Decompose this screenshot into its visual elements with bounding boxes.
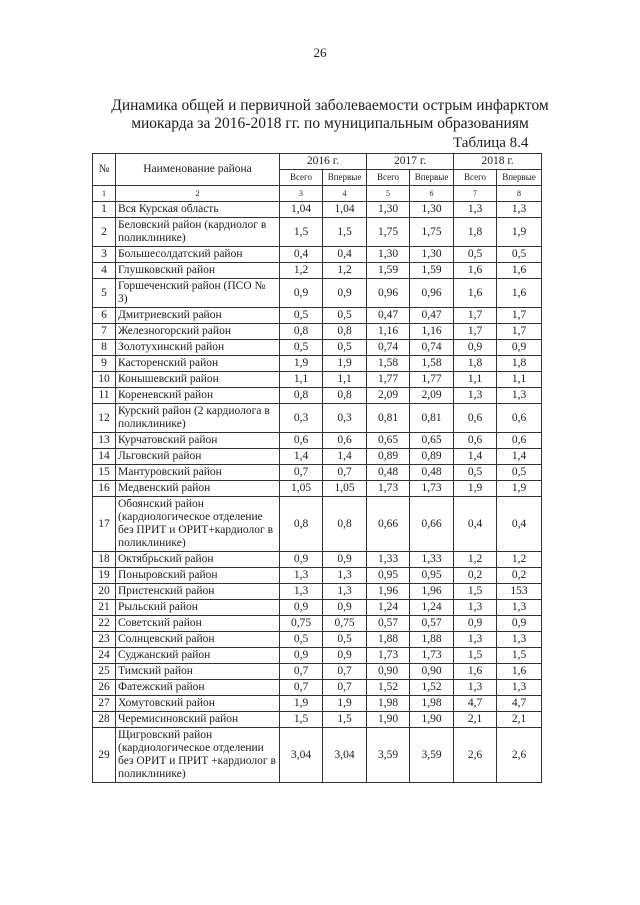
value-2016-first: 1,05: [323, 481, 367, 497]
value-2018-first: 1,8: [497, 356, 542, 372]
value-2017-total: 0,47: [367, 308, 410, 324]
table-row: [93, 648, 542, 664]
table-row: [93, 600, 542, 616]
value-2016-total: 0,9: [280, 552, 323, 568]
value-2018-first: 1,6: [497, 279, 542, 308]
table-row: [93, 308, 542, 324]
district-name: Тимский район: [116, 664, 280, 680]
district-name: Медвенский район: [116, 481, 280, 497]
district-name: Беловский район (кардиолог в поликлинике): [116, 218, 280, 247]
morbidity-table: [92, 153, 542, 783]
table-row: [93, 404, 542, 433]
value-2018-total: 1,3: [454, 680, 497, 696]
value-2016-first: 0,5: [323, 308, 367, 324]
value-2018-total: 1,6: [454, 279, 497, 308]
value-2017-total: 1,75: [367, 218, 410, 247]
value-2017-total: 1,24: [367, 600, 410, 616]
row-number: 28: [93, 712, 116, 728]
value-2018-first: 0,5: [497, 465, 542, 481]
title-line-1: Динамика общей и первичной заболеваемости острым инфарктом: [111, 97, 549, 114]
row-number: 27: [93, 696, 116, 712]
value-2018-total: 1,1: [454, 372, 497, 388]
table-row: [93, 340, 542, 356]
row-number: 21: [93, 600, 116, 616]
district-name: Глушковский район: [116, 263, 280, 279]
table-row: [93, 372, 542, 388]
value-2017-total: 1,73: [367, 648, 410, 664]
value-2016-first: 0,9: [323, 648, 367, 664]
district-name: Фатежский район: [116, 680, 280, 696]
value-2016-total: 1,4: [280, 449, 323, 465]
district-name: Конышевский район: [116, 372, 280, 388]
value-2016-total: 1,04: [280, 202, 323, 218]
value-2018-total: 1,4: [454, 449, 497, 465]
value-2016-total: 0,8: [280, 497, 323, 552]
district-name: Курчатовский район: [116, 433, 280, 449]
value-2018-total: 0,6: [454, 433, 497, 449]
value-2017-first: 0,74: [410, 340, 454, 356]
table-row: [93, 202, 542, 218]
value-2016-total: 1,5: [280, 218, 323, 247]
value-2018-total: 4,7: [454, 696, 497, 712]
district-name: Вся Курская область: [116, 202, 280, 218]
table-row: [93, 680, 542, 696]
value-2017-first: 1,16: [410, 324, 454, 340]
value-2017-total: 1,88: [367, 632, 410, 648]
value-2018-total: 2,6: [454, 728, 497, 783]
col-number: 4: [323, 186, 367, 202]
value-2017-total: 1,58: [367, 356, 410, 372]
value-2016-first: 1,5: [323, 712, 367, 728]
header-2016-total: Всего: [280, 170, 323, 186]
value-2018-first: 1,7: [497, 308, 542, 324]
value-2016-total: 0,9: [280, 279, 323, 308]
row-number: 24: [93, 648, 116, 664]
value-2018-first: 2,1: [497, 712, 542, 728]
value-2016-first: 0,7: [323, 664, 367, 680]
value-2018-total: 1,9: [454, 481, 497, 497]
table-row: [93, 728, 542, 783]
header-year-2018: 2018 г.: [454, 154, 542, 170]
value-2016-first: 0,75: [323, 616, 367, 632]
value-2016-total: 1,2: [280, 263, 323, 279]
value-2017-total: 0,96: [367, 279, 410, 308]
value-2018-first: 153: [497, 584, 542, 600]
value-2018-first: 1,3: [497, 388, 542, 404]
table-row: [93, 664, 542, 680]
value-2017-first: 0,57: [410, 616, 454, 632]
row-number: 11: [93, 388, 116, 404]
value-2017-first: 2,09: [410, 388, 454, 404]
district-name: Суджанский район: [116, 648, 280, 664]
value-2018-first: 0,6: [497, 433, 542, 449]
value-2017-total: 0,74: [367, 340, 410, 356]
value-2016-first: 1,2: [323, 263, 367, 279]
value-2018-first: 1,3: [497, 680, 542, 696]
table-row: [93, 632, 542, 648]
value-2016-first: 0,6: [323, 433, 367, 449]
row-number: 15: [93, 465, 116, 481]
value-2018-first: 1,1: [497, 372, 542, 388]
district-name: Большесолдатский район: [116, 247, 280, 263]
value-2018-first: 1,3: [497, 600, 542, 616]
value-2017-total: 3,59: [367, 728, 410, 783]
value-2016-first: 3,04: [323, 728, 367, 783]
header-2017-first: Впервые: [410, 170, 454, 186]
value-2017-total: 1,30: [367, 202, 410, 218]
table-row: [93, 552, 542, 568]
row-number: 9: [93, 356, 116, 372]
value-2018-first: 4,7: [497, 696, 542, 712]
district-name: Курский район (2 кардиолога в поликлинике): [116, 404, 280, 433]
value-2016-first: 1,1: [323, 372, 367, 388]
value-2016-total: 0,8: [280, 324, 323, 340]
district-name: Дмитриевский район: [116, 308, 280, 324]
value-2017-total: 1,30: [367, 247, 410, 263]
header-year-2017: 2017 г.: [367, 154, 454, 170]
value-2016-total: 0,9: [280, 600, 323, 616]
value-2017-first: 1,88: [410, 632, 454, 648]
value-2018-total: 1,6: [454, 263, 497, 279]
value-2017-total: 1,77: [367, 372, 410, 388]
value-2018-total: 1,7: [454, 324, 497, 340]
district-name: Солнцевский район: [116, 632, 280, 648]
district-name: Мантуровский район: [116, 465, 280, 481]
value-2018-first: 1,7: [497, 324, 542, 340]
value-2017-total: 0,95: [367, 568, 410, 584]
district-name: Пристенский район: [116, 584, 280, 600]
col-number: 1: [93, 186, 116, 202]
district-name: Октябрьский район: [116, 552, 280, 568]
row-number: 16: [93, 481, 116, 497]
table-row: [93, 449, 542, 465]
value-2016-first: 0,4: [323, 247, 367, 263]
row-number: 7: [93, 324, 116, 340]
value-2017-first: 1,59: [410, 263, 454, 279]
value-2016-first: 1,9: [323, 696, 367, 712]
value-2016-total: 0,7: [280, 664, 323, 680]
title-line-2: миокарда за 2016-2018 гг. по муниципальным образованиям: [131, 115, 529, 132]
value-2018-total: 1,3: [454, 632, 497, 648]
value-2017-first: 1,52: [410, 680, 454, 696]
value-2017-total: 0,81: [367, 404, 410, 433]
district-name: Горшеченский район (ПСО № 3): [116, 279, 280, 308]
district-name: Поныровский район: [116, 568, 280, 584]
value-2017-first: 0,66: [410, 497, 454, 552]
district-name: Хомутовский район: [116, 696, 280, 712]
value-2017-first: 1,77: [410, 372, 454, 388]
value-2017-total: 0,57: [367, 616, 410, 632]
value-2017-first: 1,98: [410, 696, 454, 712]
district-name: Кореневский район: [116, 388, 280, 404]
table-row: [93, 497, 542, 552]
value-2018-total: 0,5: [454, 465, 497, 481]
value-2016-first: 1,3: [323, 584, 367, 600]
table-row: [93, 279, 542, 308]
row-number: 18: [93, 552, 116, 568]
value-2016-first: 0,5: [323, 632, 367, 648]
value-2016-total: 0,8: [280, 388, 323, 404]
value-2017-total: 0,66: [367, 497, 410, 552]
district-name: Железногорский район: [116, 324, 280, 340]
row-number: 26: [93, 680, 116, 696]
value-2018-total: 1,3: [454, 388, 497, 404]
header-year-2016: 2016 г.: [280, 154, 367, 170]
value-2016-total: 1,1: [280, 372, 323, 388]
value-2018-first: 1,5: [497, 648, 542, 664]
row-number: 8: [93, 340, 116, 356]
value-2017-first: 1,96: [410, 584, 454, 600]
table-row: [93, 465, 542, 481]
value-2016-first: 0,9: [323, 600, 367, 616]
value-2016-total: 0,5: [280, 340, 323, 356]
value-2017-first: 1,24: [410, 600, 454, 616]
value-2017-total: 0,89: [367, 449, 410, 465]
value-2018-total: 0,9: [454, 340, 497, 356]
table-row: [93, 324, 542, 340]
value-2016-total: 0,7: [280, 465, 323, 481]
table-row: [93, 433, 542, 449]
table-label: Таблица 8.4: [453, 135, 529, 151]
value-2016-total: 3,04: [280, 728, 323, 783]
col-number: 6: [410, 186, 454, 202]
value-2016-total: 1,9: [280, 356, 323, 372]
header-district-name: Наименование района: [116, 154, 280, 186]
value-2016-total: 0,6: [280, 433, 323, 449]
value-2018-first: 0,2: [497, 568, 542, 584]
table-row: [93, 356, 542, 372]
table-row: [93, 712, 542, 728]
col-number: 8: [497, 186, 542, 202]
value-2018-first: 0,5: [497, 247, 542, 263]
value-2016-first: 1,5: [323, 218, 367, 247]
value-2016-first: 1,9: [323, 356, 367, 372]
value-2018-total: 1,7: [454, 308, 497, 324]
value-2017-first: 0,95: [410, 568, 454, 584]
row-number: 6: [93, 308, 116, 324]
table-title: [100, 97, 560, 133]
header-2018-total: Всего: [454, 170, 497, 186]
value-2016-first: 0,8: [323, 324, 367, 340]
value-2018-first: 1,6: [497, 664, 542, 680]
value-2018-first: 1,9: [497, 481, 542, 497]
value-2017-first: 0,48: [410, 465, 454, 481]
value-2018-first: 1,4: [497, 449, 542, 465]
value-2016-total: 0,3: [280, 404, 323, 433]
value-2018-first: 0,6: [497, 404, 542, 433]
value-2018-first: 0,4: [497, 497, 542, 552]
row-number: 5: [93, 279, 116, 308]
row-number: 17: [93, 497, 116, 552]
value-2016-total: 0,5: [280, 308, 323, 324]
value-2018-first: 1,2: [497, 552, 542, 568]
row-number: 22: [93, 616, 116, 632]
value-2017-first: 1,30: [410, 247, 454, 263]
value-2016-total: 1,5: [280, 712, 323, 728]
table-row: [93, 584, 542, 600]
table-body: [93, 202, 542, 783]
value-2018-total: 1,6: [454, 664, 497, 680]
value-2017-total: 1,59: [367, 263, 410, 279]
value-2018-total: 0,9: [454, 616, 497, 632]
value-2018-total: 1,3: [454, 600, 497, 616]
row-number: 20: [93, 584, 116, 600]
value-2017-first: 1,75: [410, 218, 454, 247]
value-2017-total: 1,96: [367, 584, 410, 600]
row-number: 19: [93, 568, 116, 584]
row-number: 10: [93, 372, 116, 388]
value-2017-total: 1,73: [367, 481, 410, 497]
table-row: [93, 263, 542, 279]
value-2018-total: 0,2: [454, 568, 497, 584]
value-2016-first: 0,8: [323, 388, 367, 404]
value-2018-first: 2,6: [497, 728, 542, 783]
col-number: 2: [116, 186, 280, 202]
row-number: 14: [93, 449, 116, 465]
value-2016-first: 0,8: [323, 497, 367, 552]
value-2016-first: 1,4: [323, 449, 367, 465]
table-row: [93, 218, 542, 247]
district-name: Рыльский район: [116, 600, 280, 616]
value-2018-total: 2,1: [454, 712, 497, 728]
value-2018-total: 0,4: [454, 497, 497, 552]
value-2018-total: 1,8: [454, 218, 497, 247]
value-2018-total: 0,6: [454, 404, 497, 433]
value-2017-total: 1,90: [367, 712, 410, 728]
row-number: 23: [93, 632, 116, 648]
value-2018-first: 1,3: [497, 202, 542, 218]
value-2017-first: 1,73: [410, 648, 454, 664]
header-2016-first: Впервые: [323, 170, 367, 186]
value-2017-first: 0,96: [410, 279, 454, 308]
value-2017-first: 0,81: [410, 404, 454, 433]
row-number: 1: [93, 202, 116, 218]
col-number: 3: [280, 186, 323, 202]
value-2018-first: 1,9: [497, 218, 542, 247]
col-number: 5: [367, 186, 410, 202]
district-name: Касторенский район: [116, 356, 280, 372]
value-2017-total: 1,98: [367, 696, 410, 712]
value-2017-total: 1,16: [367, 324, 410, 340]
value-2017-total: 2,09: [367, 388, 410, 404]
value-2016-total: 1,05: [280, 481, 323, 497]
district-name: Льговский район: [116, 449, 280, 465]
value-2018-first: 0,9: [497, 340, 542, 356]
value-2017-total: 0,90: [367, 664, 410, 680]
value-2018-total: 1,3: [454, 202, 497, 218]
value-2016-total: 0,9: [280, 648, 323, 664]
row-number: 2: [93, 218, 116, 247]
value-2017-first: 1,58: [410, 356, 454, 372]
value-2017-first: 1,30: [410, 202, 454, 218]
value-2017-first: 1,33: [410, 552, 454, 568]
row-number: 3: [93, 247, 116, 263]
value-2016-total: 0,75: [280, 616, 323, 632]
row-number: 29: [93, 728, 116, 783]
district-name: Черемисиновский район: [116, 712, 280, 728]
table-row: [93, 388, 542, 404]
value-2016-first: 1,04: [323, 202, 367, 218]
district-name: Советский район: [116, 616, 280, 632]
row-number: 4: [93, 263, 116, 279]
value-2017-first: 0,89: [410, 449, 454, 465]
value-2017-total: 0,65: [367, 433, 410, 449]
value-2017-first: 0,47: [410, 308, 454, 324]
value-2016-first: 0,5: [323, 340, 367, 356]
row-number: 25: [93, 664, 116, 680]
value-2017-first: 3,59: [410, 728, 454, 783]
value-2018-total: 1,8: [454, 356, 497, 372]
page-number: 26: [313, 45, 327, 60]
value-2017-total: 0,48: [367, 465, 410, 481]
col-number: 7: [454, 186, 497, 202]
value-2016-total: 1,3: [280, 568, 323, 584]
value-2018-total: 1,2: [454, 552, 497, 568]
table-row: [93, 616, 542, 632]
value-2018-first: 1,3: [497, 632, 542, 648]
value-2018-total: 1,5: [454, 584, 497, 600]
value-2018-total: 0,5: [454, 247, 497, 263]
value-2018-first: 0,9: [497, 616, 542, 632]
row-number: 13: [93, 433, 116, 449]
header-num: №: [93, 154, 116, 186]
district-name: Золотухинский район: [116, 340, 280, 356]
value-2016-first: 0,7: [323, 465, 367, 481]
district-name: Щигровский район (кардиологическое отделении без ОРИТ и ПРИТ +кардиолог в поликлинике): [116, 728, 280, 783]
value-2016-total: 1,9: [280, 696, 323, 712]
table-row: [93, 568, 542, 584]
value-2017-total: 1,52: [367, 680, 410, 696]
value-2016-first: 0,9: [323, 279, 367, 308]
value-2016-first: 0,3: [323, 404, 367, 433]
value-2016-total: 0,4: [280, 247, 323, 263]
table-row: [93, 481, 542, 497]
header-2018-first: Впервые: [497, 170, 542, 186]
value-2018-first: 1,6: [497, 263, 542, 279]
value-2016-first: 1,3: [323, 568, 367, 584]
table-row: [93, 696, 542, 712]
value-2017-first: 1,73: [410, 481, 454, 497]
value-2016-total: 1,3: [280, 584, 323, 600]
value-2017-first: 0,65: [410, 433, 454, 449]
value-2016-total: 0,7: [280, 680, 323, 696]
value-2018-total: 1,5: [454, 648, 497, 664]
value-2016-total: 0,5: [280, 632, 323, 648]
value-2017-first: 1,90: [410, 712, 454, 728]
value-2017-total: 1,33: [367, 552, 410, 568]
value-2017-first: 0,90: [410, 664, 454, 680]
table-row: [93, 247, 542, 263]
district-name: Обоянский район (кардиологическое отделение без ПРИТ и ОРИТ+кардиолог в поликлинике): [116, 497, 280, 552]
value-2016-first: 0,9: [323, 552, 367, 568]
value-2016-first: 0,7: [323, 680, 367, 696]
header-2017-total: Всего: [367, 170, 410, 186]
row-number: 12: [93, 404, 116, 433]
